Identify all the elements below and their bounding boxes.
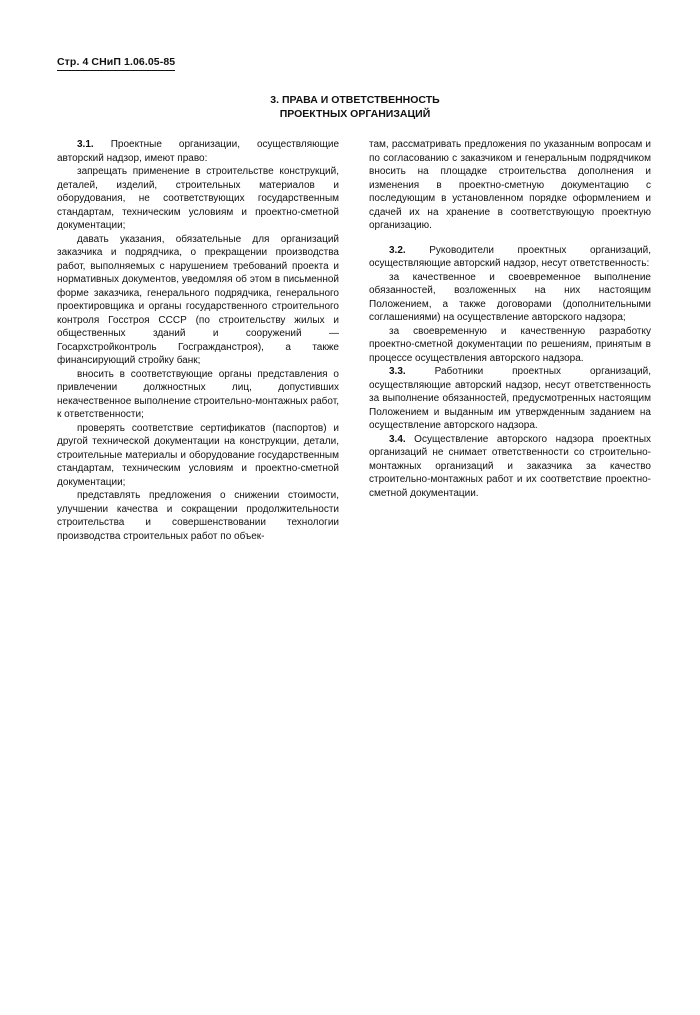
paragraph: запрещать применение в строительстве конструкций, деталей, изделий, строительных материалов и оборудования, не соответствующих государственным стандартам, техническим условиям и проектно-сметной документации;: [57, 166, 339, 231]
paragraph: там, рассматривать предложения по указанным вопросам и по согласованию с заказчиком и генеральным подрядчиком вносить на площадке строительства дополнения и изменения в проектно-сметную документацию с последующим в установленном порядке оформлением и сдачей их на хранение в соответствующую проектную организацию.: [369, 139, 651, 231]
clause-number: 3.3.: [389, 366, 406, 377]
section-title: [180, 93, 530, 121]
paragraph: за своевременную и качественную разработку проектно-сметной документации по решениям, принятым в процессе осуществления авторского надзора.: [369, 325, 651, 364]
left-column: [57, 138, 339, 543]
clause-number: 3.1.: [77, 139, 94, 150]
paragraph: давать указания, обязательные для организаций заказчика и подрядчика, о прекращении производства работ, выполняемых с нарушением требований проекта и нормативных документов, уведомляя об этом в письменной форме заказчика, генерального подрядчика, генерального проектировщика и органы государственного строительного контроля Госстроя СССР (по строительству жилых и общественных зданий и сооружений — Госархстройконтроль Госгражданстроя), а также финансирующий стройку банк;: [57, 233, 339, 366]
section-title-line-1: 3. ПРАВА И ОТВЕТСТВЕННОСТЬ: [270, 94, 440, 106]
clause-3-1: [57, 138, 339, 165]
clause-3-4: [369, 433, 651, 501]
clause-text: Руководители проектных организаций, осуществляющие авторский надзор, несут ответственность:: [369, 244, 651, 269]
paragraph: представлять предложения о снижении стоимости, улучшении качества и сокращении продолжительности строительства и совершенствовании технологии производства строительных работ по объек-: [57, 490, 339, 542]
clause-text: Осуществление авторского надзора проектных организаций не снимает ответственности со строительно-монтажных организаций и заказчика за качество строительно-монтажных работ и их соответствие проектно-сметной документации.: [369, 433, 652, 499]
page-header: Стр. 4 СНиП 1.06.05-85: [57, 56, 175, 71]
paragraph: за качественное и своевременное выполнение обязанностей, возложенных на них настоящим Положением, а также договорами (дополнительными соглашениями) на осуществление авторского надзора;: [369, 271, 651, 323]
clause-number: 3.2.: [389, 244, 406, 256]
right-column: [369, 138, 651, 500]
section-title-line-2: ПРОЕКТНЫХ ОРГАНИЗАЦИЙ: [279, 108, 431, 120]
clause-number: 3.4.: [389, 433, 406, 445]
clause-text: Проектные организации, осуществляющие авторский надзор, имеют право:: [57, 139, 340, 164]
paragraph: проверять соответствие сертификатов (паспортов) и другой технической документации на конструкции, детали, строительные материалы и оборудование государственным стандартам, техническим условиям и проектно-сметной документации;: [57, 422, 339, 488]
paragraph: вносить в соответствующие органы представления о привлечении должностных лиц, допустивших некачественное выполнение строительно-монтажных работ, к ответственности;: [57, 368, 339, 420]
clause-text: Работники проектных организаций, осуществляющие авторский надзор, несут ответственность за выполнение обязанностей, предусмотренных настоящим Положением и выданным им утвержденным заданием на осуществление авторского надзора.: [369, 366, 651, 431]
clause-3-3: [369, 365, 651, 433]
clause-3-2: [369, 244, 651, 271]
